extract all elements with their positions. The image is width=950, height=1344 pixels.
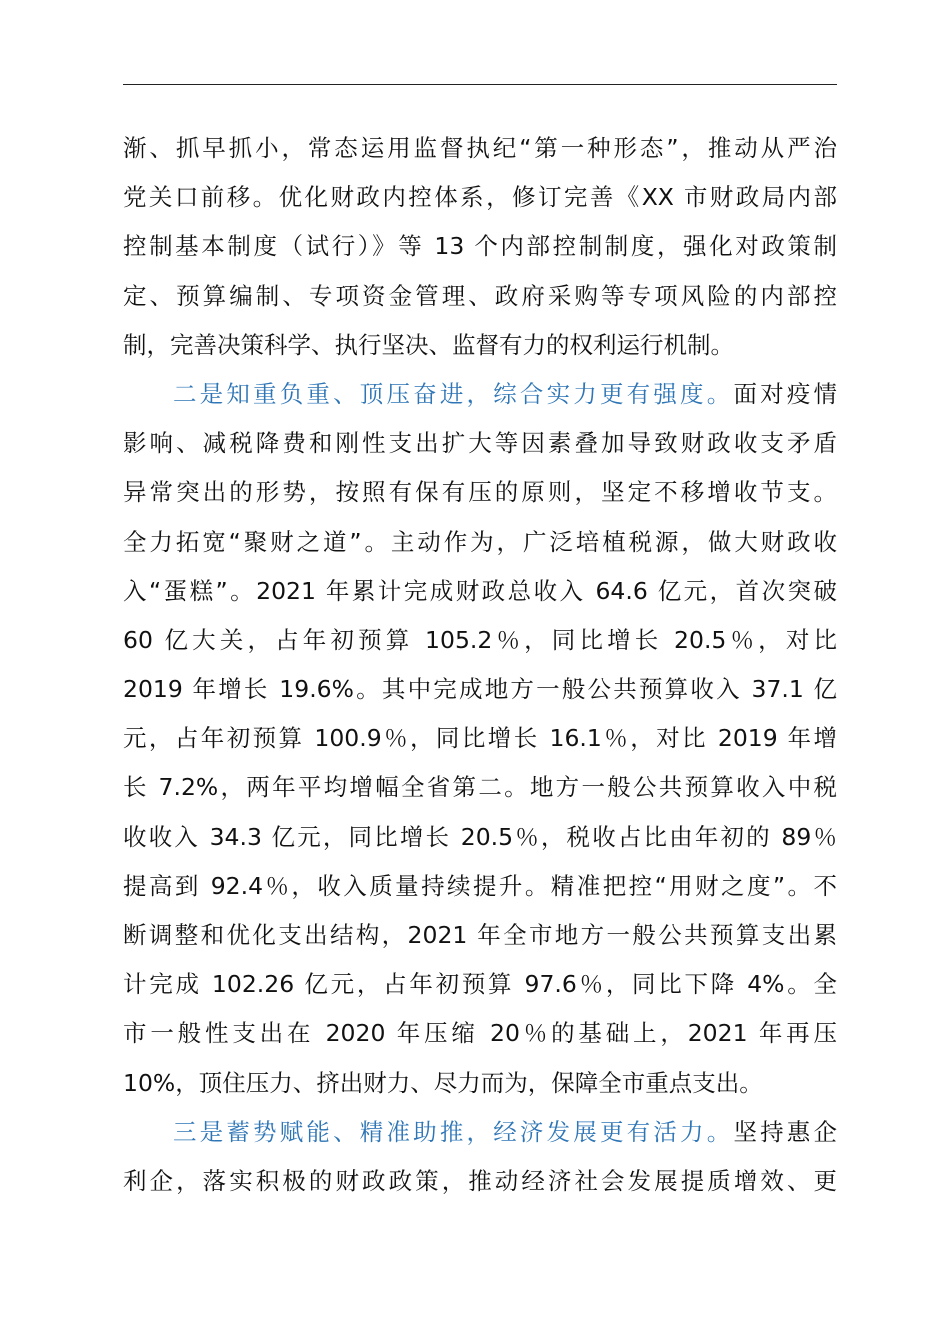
text-run: 面对疫情 <box>733 379 837 408</box>
text-line: 全力拓宽“聚财之道”。主动作为，广泛培植税源，做大财政收 <box>123 527 837 556</box>
section-heading: 三是蓄势赋能、精准助推，经济发展更有活力。 <box>173 1117 734 1146</box>
text-line: 10%，顶住压力、挤出财力、尽力而为，保障全市重点支出。 <box>123 1068 763 1097</box>
text-line: 影响、减税降费和刚性支出扩大等因素叠加导致财政收支矛盾 <box>123 429 837 458</box>
text-line: 60 亿大关，占年初预算 105.2％，同比增长 20.5％，对比 <box>123 625 837 654</box>
text-line: 2019 年增长 19.6%。其中完成地方一般公共预算收入 37.1 亿 <box>123 675 837 704</box>
text-line: 提高到 92.4％，收入质量持续提升。精准把控“用财之度”。不 <box>123 871 837 900</box>
text-line: 元，占年初预算 100.9％，同比增长 16.1％，对比 2019 年增 <box>123 724 837 753</box>
text-line: 定、预算编制、专项资金管理、政府采购等专项风险的内部控 <box>123 281 837 310</box>
section-heading-line <box>123 1108 837 1157</box>
text-line: 利企，落实积极的财政政策，推动经济社会发展提质增效、更 <box>123 1166 837 1195</box>
text-line: 党关口前移。优化财政内控体系，修订完善《XX 市财政局内部 <box>123 183 837 212</box>
text-line: 异常突出的形势，按照有保有压的原则，坚定不移增收节支。 <box>123 478 837 507</box>
text-line: 市一般性支出在 2020 年压缩 20％的基础上，2021 年再压 <box>123 1019 837 1048</box>
document-body <box>123 124 837 1206</box>
text-line: 入“蛋糕”。2021 年累计完成财政总收入 64.6 亿元，首次突破 <box>123 576 837 605</box>
text-line: 渐、抓早抓小，常态运用监督执纪“第一种形态”，推动从严治 <box>123 134 837 162</box>
text-line: 制，完善决策科学、执行坚决、监督有力的权利运行机制。 <box>123 330 734 359</box>
text-line: 计完成 102.26 亿元，占年初预算 97.6％，同比下降 4%。全 <box>123 970 837 999</box>
text-run: 坚持惠企 <box>733 1117 837 1146</box>
section-heading: 二是知重负重、顶压奋进，综合实力更有强度。 <box>173 379 734 408</box>
section-heading-line <box>123 370 837 419</box>
text-line: 长 7.2%，两年平均增幅全省第二。地方一般公共预算收入中税 <box>123 773 837 802</box>
text-line: 断调整和优化支出结构，2021 年全市地方一般公共预算支出累 <box>123 921 837 949</box>
header-rule <box>123 84 837 85</box>
text-line: 收收入 34.3 亿元，同比增长 20.5％，税收占比由年初的 89％ <box>123 822 837 851</box>
text-line: 控制基本制度（试行）》等 13 个内部控制制度，强化对政策制 <box>123 232 837 261</box>
